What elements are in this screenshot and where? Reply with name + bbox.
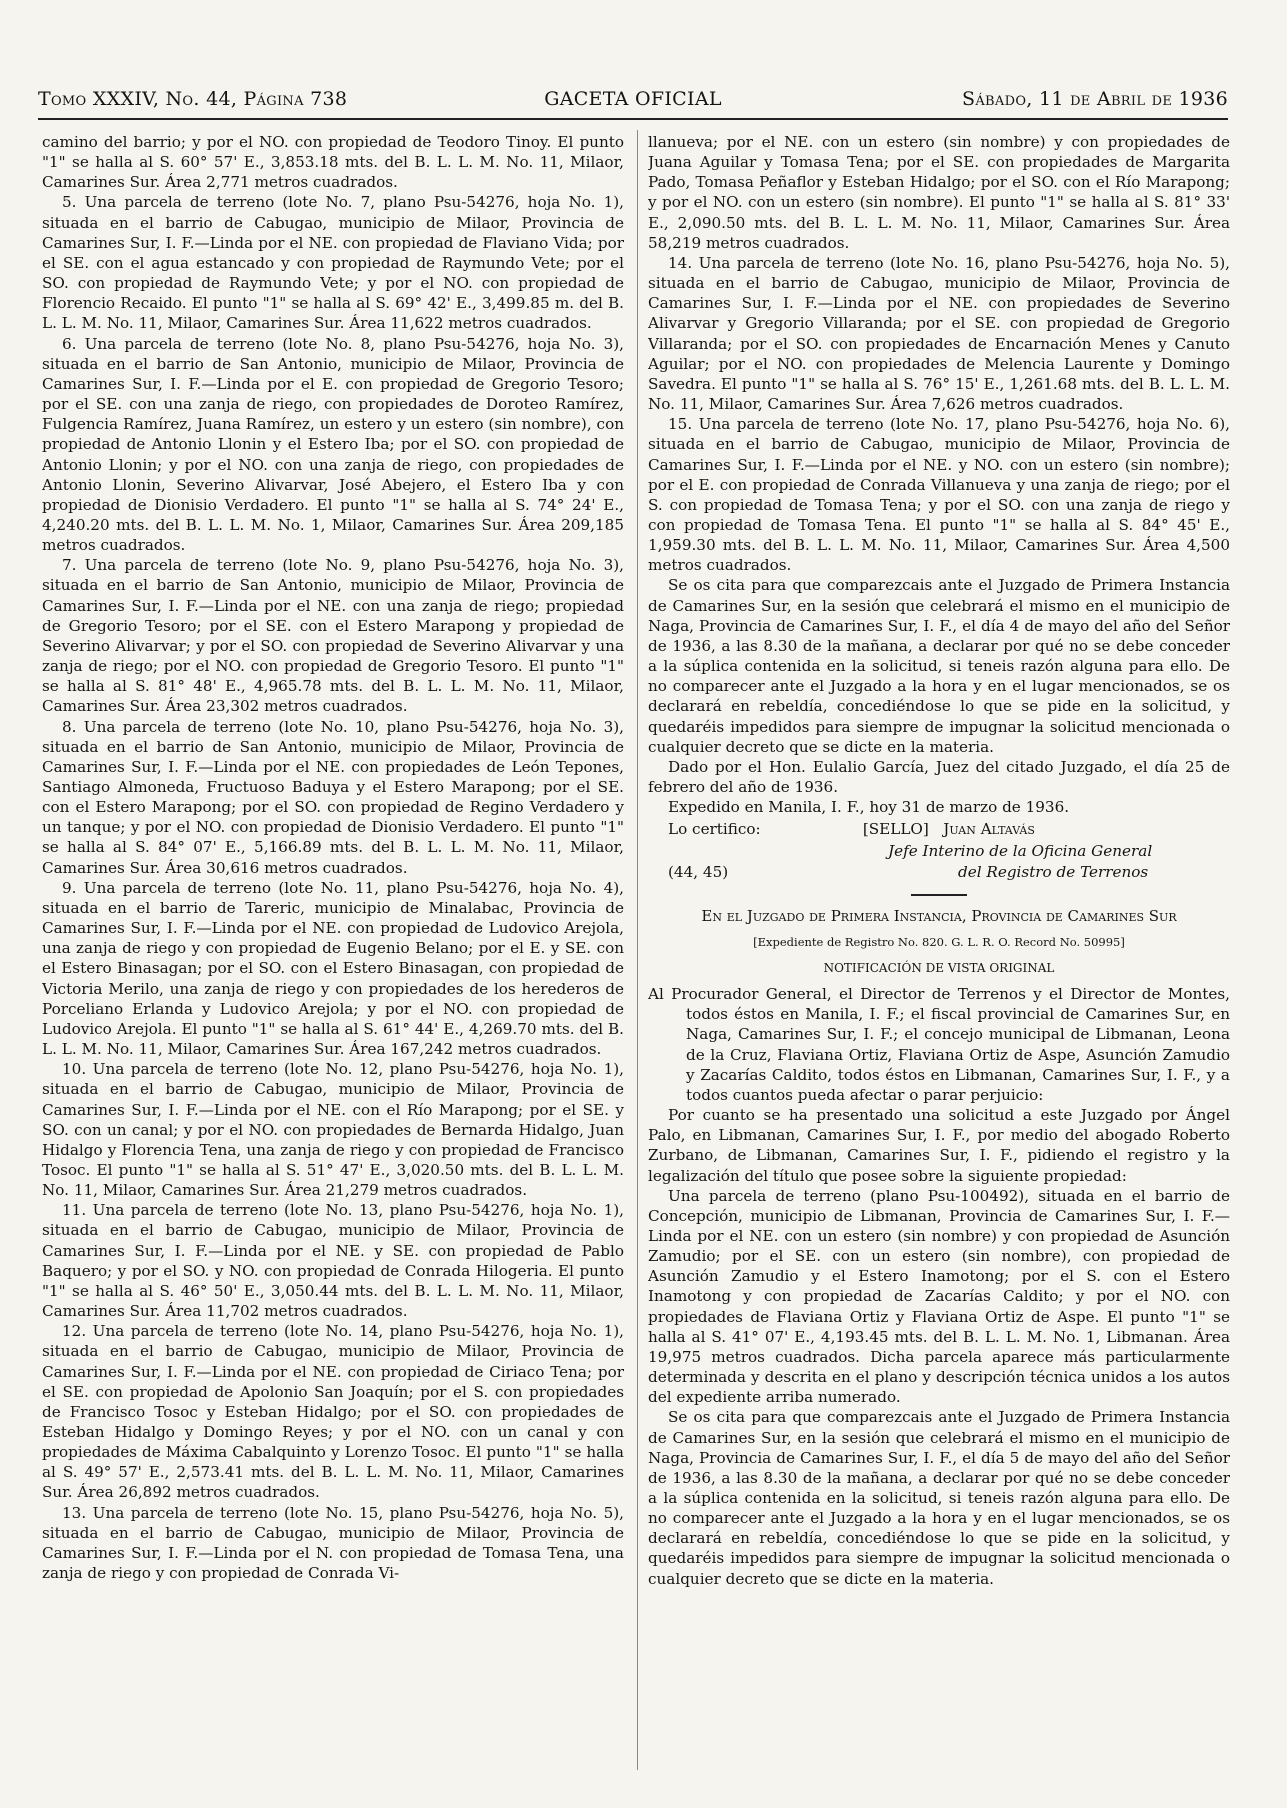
- page-header: [38, 88, 1228, 118]
- court-heading: En el Juzgado de Primera Instancia, Provincia de Camarines Sur: [701, 906, 1177, 925]
- publication-title: GACETA OFICIAL: [544, 88, 722, 110]
- parcel-paragraph: 8. Una parcela de terreno (lote No. 10, plano Psu-54276, hoja No. 3), situada en el barrio de San Antonio, municipio de Milaor, Provincia de Camarines Sur, I. F.—Linda por el NE. con propiedades de León Tepones, Santiago Almoneda, Fructuoso Baduya y el Estero Marapong; por el SE. con el Estero Marapong; por el SO. con propiedad de Regino Verdadero y un tanque; y por el NO. con propiedad de Dionisio Verdadero. El punto "1" se halla al S. 84° 07' E., 5,166.89 mts. del B. L. L. M. No. 11, Milaor, Camarines Sur. Área 30,616 metros cuadrados.: [42, 717, 624, 877]
- notice-paragraph: Por cuanto se ha presentado una solicitud a este Juzgado por Ángel Palo, en Libmanan, Camarines Sur, I. F., por medio del abogado Roberto Zurbano, de Libmanan, Camarines Sur, I. F., pidiendo el registro y la legalización del título que posee sobre la siguiente propiedad:: [648, 1106, 1230, 1185]
- header-rule: [38, 118, 1228, 120]
- notice-paragraph: Se os cita para que comparezcais ante el Juzgado de Primera Instancia de Camarines Sur, en la sesión que celebrará el mismo en el municipio de Naga, Provincia de Camarines Sur, I. F., el día 5 de mayo del año del Señor de 1936, a las 8.30 de la mañana, a declarar por qué no se debe conceder a la súplica contenida en la solicitud, si teneis razón alguna para ello. De no comparecer ante el Juzgado a la hora y en el lugar mencionados, se os declarará en rebeldía, concediéndose lo que se pide en la solicitud, y quedaréis impedidos para siempre de impugnar la solicitud mencionada o cualquier decreto que se dicte en la materia.: [648, 1408, 1230, 1588]
- signer-title: Jefe Interino de la Oficina General: [888, 842, 1153, 861]
- parcel-paragraph: 12. Una parcela de terreno (lote No. 14, plano Psu-54276, hoja No. 1), situada en el barrio de Cabugao, municipio de Milaor, Provincia de Camarines Sur, I. F.—Linda por el NE. con propiedad de Ciriaco Tena; por el SE. con propiedad de Apolonio San Joaquín; por el S. con propiedades de Francisco Tosoc y Esteban Hidalgo; por el SO. con propiedades de Esteban Hidalgo y Domingo Reyes; y por el NO. con un canal y con propiedades de Máxima Cabalquinto y Lorenzo Tosoc. El punto "1" se halla al S. 49° 57' E., 2,573.41 mts. del B. L. L. M. No. 11, Milaor, Camarines Sur. Área 26,892 metros cuadrados.: [42, 1322, 624, 1502]
- volume-info: Tomo XXXIV, No. 44, Página 738: [38, 88, 348, 110]
- given-by-paragraph: Dado por el Hon. Eulalio García, Juez del citado Juzgado, el día 25 de febrero del año de 1936.: [648, 757, 1230, 796]
- addressees: Al Procurador General, el Director de Terrenos y el Director de Montes, todos éstos en Manila, I. F.; el fiscal provincial de Camarines Sur, en Naga, Camarines Sur, I. F.; el concejo municipal de Libmanan, Leona de la Cruz, Flaviana Ortiz, Flaviana Ortiz de Aspe, Asunción Zamudio y Zacarías Caldito, todos éstos en Libmanan, Camarines Sur, I. F., y a todos cuantos pueda afectar o parar perjuicio:: [648, 985, 1230, 1104]
- column-divider: [637, 130, 638, 1770]
- signature-block: [648, 819, 1230, 839]
- parcel-paragraph: 9. Una parcela de terreno (lote No. 11, plano Psu-54276, hoja No. 4), situada en el barrio de Tareric, municipio de Minalabac, Provincia de Camarines Sur, I. F.—Linda por el NE. con propiedad de Ludovico Arejola, una zanja de riego y con propiedad de Eugenio Belano; por el E. y SE. con el Estero Binasagan; por el SO. con el Estero Binasagan, con propiedad de Victoria Merilo, una zanja de riego y con propiedades de los herederos de Porceliano Erlanda y Ludovico Arejola; y por el NO. con propiedad de Ludovico Arejola. El punto "1" se halla al S. 61° 44' E., 4,269.70 mts. del B. L. L. M. No. 11, Milaor, Camarines Sur. Área 167,242 metros cuadrados.: [42, 878, 624, 1059]
- signer-office: del Registro de Terrenos: [958, 862, 1149, 881]
- parcel-paragraph: 5. Una parcela de terreno (lote No. 7, plano Psu-54276, hoja No. 1), situada en el barrio de Cabugao, municipio de Milaor, Provincia de Camarines Sur, I. F.—Linda por el NE. con propiedad de Flaviano Vida; por el SE. con el agua estancado y con propiedad de Raymundo Vete; por el SO. con propiedad de Raymundo Vete; y por el NO. con propiedad de Florencio Recaido. El punto "1" se halla al S. 69° 42' E., 3,499.85 m. del B. L. L. M. No. 11, Milaor, Camarines Sur. Área 11,622 metros cuadrados.: [42, 193, 624, 333]
- left-column: [42, 132, 624, 1777]
- notice-title: NOTIFICACIÓN DE VISTA ORIGINAL: [823, 960, 1055, 975]
- right-column: [648, 132, 1230, 1777]
- parcel-paragraph: 15. Una parcela de terreno (lote No. 17, plano Psu-54276, hoja No. 6), situada en el barrio de Cabugao, municipio de Milaor, Provincia de Camarines Sur, I. F.—Linda por el NE. y NO. con un estero (sin nombre); por el E. con propiedad de Conrada Villanueva y una zanja de riego; por el S. con propiedad de Tomasa Tena; y por el SO. con una zanja de riego y con propiedad de Tomasa Tena. El punto "1" se halla al S. 84° 45' E., 1,959.30 mts. del B. L. L. M. No. 11, Milaor, Camarines Sur. Área 4,500 metros cuadrados.: [648, 415, 1230, 575]
- parcel-paragraph: 7. Una parcela de terreno (lote No. 9, plano Psu-54276, hoja No. 3), situada en el barrio de San Antonio, municipio de Milaor, Provincia de Camarines Sur, I. F.—Linda por el NE. con una zanja de riego; propiedad de Gregorio Tesoro; por el SE. con el Estero Marapong y propiedad de Severino Alivarvar; y por el SO. con propiedad de Severino Alivarvar y una zanja de riego; por el NO. con propiedad de Gregorio Tesoro. El punto "1" se halla al S. 81° 48' E., 4,965.78 mts. del B. L. L. M. No. 11, Milaor, Camarines Sur. Área 23,302 metros cuadrados.: [42, 556, 624, 716]
- parcel-paragraph: 13. Una parcela de terreno (lote No. 15, plano Psu-54276, hoja No. 5), situada en el barrio de Cabugao, municipio de Milaor, Provincia de Camarines Sur, I. F.—Linda por el N. con propiedad de Tomasa Tena, una zanja de riego y con propiedad de Conrada Vi-: [42, 1503, 624, 1583]
- issued-line: Expedido en Manila, I. F., hoy 31 de marzo de 1936.: [668, 798, 1070, 817]
- parcel-paragraph: 11. Una parcela de terreno (lote No. 13, plano Psu-54276, hoja No. 1), situada en el barrio de Cabugao, municipio de Milaor, Provincia de Camarines Sur, I. F.—Linda por el NE. y SE. con propiedad de Pablo Baquero; y por el SO. y NO. con propiedad de Conrada Hilogeria. El punto "1" se halla al S. 46° 50' E., 3,050.44 mts. del B. L. L. M. No. 11, Milaor, Camarines Sur. Área 11,702 metros cuadrados.: [42, 1201, 624, 1321]
- issue-date: Sábado, 11 de Abril de 1936: [962, 88, 1228, 110]
- reference-numbers: (44, 45): [668, 862, 729, 881]
- signer-name: Juan Altavás: [943, 820, 1035, 839]
- certify-label: Lo certifico:: [668, 820, 761, 839]
- notice-paragraph: Una parcela de terreno (plano Psu-100492), situada en el barrio de Concepción, municipio de Libmanan, Provincia de Camarines Sur, I. F.—Linda por el NE. con un estero (sin nombre) y con propiedad de Asunción Zamudio; por el SE. con un estero (sin nombre), con propiedad de Asunción Zamudio y el Estero Inamotong; por el S. con el Estero Inamotong y con propiedad de Zacarías Caldito; y por el NO. con propiedades de Flaviana Ortiz y Flaviana Ortiz de Aspe. El punto "1" se halla al S. 41° 07' E., 4,193.45 mts. del B. L. L. M. No. 1, Libmanan. Área 19,975 metros cuadrados. Dicha parcela aparece más particularmente determinada y descrita en el plano y descripción técnica unidos a los autos del expediente arriba numerado.: [648, 1186, 1230, 1407]
- parcel-paragraph: 14. Una parcela de terreno (lote No. 16, plano Psu-54276, hoja No. 5), situada en el barrio de Cabugao, municipio de Milaor, Provincia de Camarines Sur, I. F.—Linda por el NE. con propiedades de Severino Alivarvar y Gregorio Villaranda; por el SE. con propiedad de Gregorio Villaranda; por el SO. con propiedades de Encarnación Menes y Canuto Aguilar; por el NO. con propiedades de Melencia Laurente y Domingo Savedra. El punto "1" se halla al S. 76° 15' E., 1,261.68 mts. del B. L. L. M. No. 11, Milaor, Camarines Sur. Área 7,626 metros cuadrados.: [648, 253, 1230, 414]
- paragraph: camino del barrio; y por el NO. con propiedad de Teodoro Tinoy. El punto "1" se halla al S. 60° 57' E., 3,853.18 mts. del B. L. L. M. No. 11, Milaor, Camarines Sur. Área 2,771 metros cuadrados.: [42, 133, 624, 192]
- parcel-paragraph: 6. Una parcela de terreno (lote No. 8, plano Psu-54276, hoja No. 3), situada en el barrio de San Antonio, municipio de Milaor, Provincia de Camarines Sur, I. F.—Linda por el E. con propiedad de Gregorio Tesoro; por el SE. con una zanja de riego, con propiedades de Doroteo Ramírez, Fulgencia Ramírez, Juana Ramírez, un estero y un estero (sin nombre), con propiedad de Antonio Llonin y el Estero Iba; por el SO. con propiedad de Antonio Llonin; y por el NO. con una zanja de riego, con propiedades de Antonio Llonin, Severino Alivarvar, José Abejero, el Estero Iba y con propiedad de Dionisio Verdadero. El punto "1" se halla al S. 74° 24' E., 4,240.20 mts. del B. L. L. M. No. 1, Milaor, Camarines Sur. Área 209,185 metros cuadrados.: [42, 334, 624, 555]
- section-rule: [911, 894, 967, 896]
- expediente-number: [Expediente de Registro No. 820. G. L. R. O. Record No. 50995]: [753, 934, 1125, 949]
- parcel-paragraph: 10. Una parcela de terreno (lote No. 12, plano Psu-54276, hoja No. 1), situada en el barrio de Cabugao, municipio de Milaor, Provincia de Camarines Sur, I. F.—Linda por el NE. con el Río Marapong; por el SE. y SO. con un canal; y por el NO. con propiedades de Bernarda Hidalgo, Juan Hidalgo y Florencia Tena, una zanja de riego y con propiedad de Francisco Tosoc. El punto "1" se halla al S. 51° 47' E., 3,020.50 mts. del B. L. L. M. No. 11, Milaor, Camarines Sur. Área 21,279 metros cuadrados.: [42, 1060, 624, 1200]
- summons-paragraph: Se os cita para que comparezcais ante el Juzgado de Primera Instancia de Camarines Sur, en la sesión que celebrará el mismo en el municipio de Naga, Provincia de Camarines Sur, I. F., el día 4 de mayo del año del Señor de 1936, a las 8.30 de la mañana, a declarar por qué no se debe conceder a la súplica contenida en la solicitud, si teneis razón alguna para ello. De no comparecer ante el Juzgado a la hora y en el lugar mencionados, se os declarará en rebeldía, concediéndose lo que se pide en la solicitud, y quedaréis impedidos para siempre de impugnar la solicitud mencionada o cualquier decreto que se dicte en la materia.: [648, 576, 1230, 756]
- paragraph: llanueva; por el NE. con un estero (sin nombre) y con propiedades de Juana Aguilar y Tomasa Tena; por el SE. con propiedades de Margarita Pado, Tomasa Peñaflor y Esteban Hidalgo; por el SO. con el Río Marapong; y por el NO. con un estero (sin nombre). El punto "1" se halla al S. 81° 33' E., 2,090.50 mts. del B. L. L. M. No. 11, Milaor, Camarines Sur. Área 58,219 metros cuadrados.: [648, 133, 1230, 252]
- seal-mark: [SELLO]: [862, 820, 929, 839]
